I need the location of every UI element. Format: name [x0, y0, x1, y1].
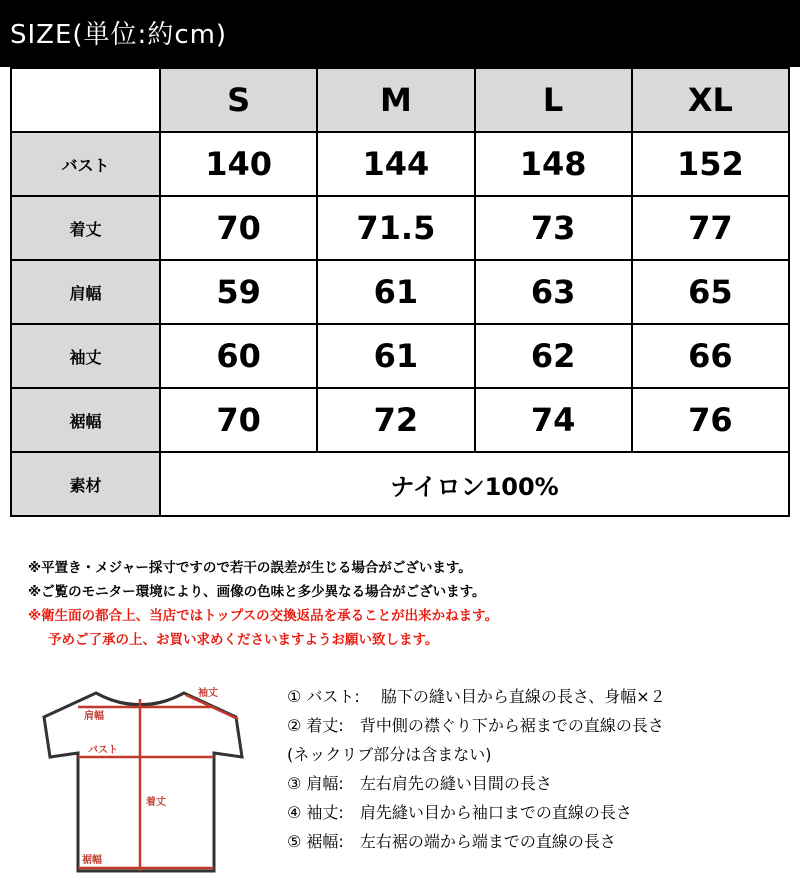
table-cell: 70	[160, 388, 317, 452]
measurement-diagram	[36, 685, 246, 880]
tshirt-outline	[44, 693, 242, 871]
row-label-length: 着丈	[11, 196, 160, 260]
table-row	[11, 388, 789, 452]
legend-length-note: (ネックリブ部分は含まない)	[287, 745, 492, 764]
table-cell: 61	[317, 260, 474, 324]
material-row	[11, 452, 789, 516]
legend-bust: ① バスト: 脇下の縫い目から直線の長さ、身幅×２	[287, 687, 666, 706]
hem-label: 裾幅	[82, 855, 102, 866]
table-cell: 71.5	[317, 196, 474, 260]
bust-label: バスト	[88, 745, 118, 756]
note-acknowledge: 予めご了承の上、お買い求めくださいますようお願い致します。	[48, 632, 439, 648]
note-monitor: ※ご覧のモニター環境により、画像の色味と多少異なる場合がございます。	[28, 584, 486, 600]
table-cell: 144	[317, 132, 474, 196]
table-cell: 152	[632, 132, 789, 196]
table-cell: 77	[632, 196, 789, 260]
table-cell: 66	[632, 324, 789, 388]
sleeve-label: 袖丈	[198, 688, 218, 699]
note-no-return: ※衛生面の都合上、当店ではトップスの交換返品を承ることが出来かねます。	[28, 608, 499, 624]
table-cell: 60	[160, 324, 317, 388]
size-xl: XL	[632, 68, 789, 132]
table-row	[11, 132, 789, 196]
table-cell: 65	[632, 260, 789, 324]
measurement-legend	[287, 682, 666, 856]
row-label-material: 素材	[11, 452, 160, 516]
length-label: 着丈	[146, 797, 166, 808]
size-l: L	[475, 68, 632, 132]
legend-shoulder: ③ 肩幅: 左右肩先の縫い目間の長さ	[287, 774, 552, 793]
table-row	[11, 324, 789, 388]
table-cell: 76	[632, 388, 789, 452]
table-cell: 62	[475, 324, 632, 388]
table-cell: 72	[317, 388, 474, 452]
legend-hem: ⑤ 裾幅: 左右裾の端から端までの直線の長さ	[287, 832, 616, 851]
table-cell: 74	[475, 388, 632, 452]
shoulder-label: 肩幅	[84, 711, 104, 722]
size-m: M	[317, 68, 474, 132]
size-header-row	[11, 68, 789, 132]
note-measurement: ※平置き・メジャー採寸ですので若干の誤差が生じる場合がございます。	[28, 560, 472, 576]
table-cell: 148	[475, 132, 632, 196]
table-row	[11, 260, 789, 324]
notes	[28, 556, 498, 652]
table-cell: 61	[317, 324, 474, 388]
table-row	[11, 196, 789, 260]
legend-sleeve: ④ 袖丈: 肩先縫い目から袖口までの直線の長さ	[287, 803, 632, 822]
row-label-hem: 裾幅	[11, 388, 160, 452]
size-s: S	[160, 68, 317, 132]
table-cell: 73	[475, 196, 632, 260]
size-table	[10, 67, 790, 517]
row-label-shoulder: 肩幅	[11, 260, 160, 324]
material-value: ナイロン100%	[160, 452, 789, 516]
row-label-sleeve: 袖丈	[11, 324, 160, 388]
row-label-bust: バスト	[11, 132, 160, 196]
table-cell: 59	[160, 260, 317, 324]
header-title: SIZE(単位:約cm)	[10, 20, 228, 50]
table-cell: 63	[475, 260, 632, 324]
table-cell: 70	[160, 196, 317, 260]
table-cell: 140	[160, 132, 317, 196]
corner-cell	[11, 68, 160, 132]
header-bar	[0, 0, 800, 67]
legend-length: ② 着丈: 背中側の襟ぐり下から裾までの直線の長さ	[287, 716, 664, 735]
